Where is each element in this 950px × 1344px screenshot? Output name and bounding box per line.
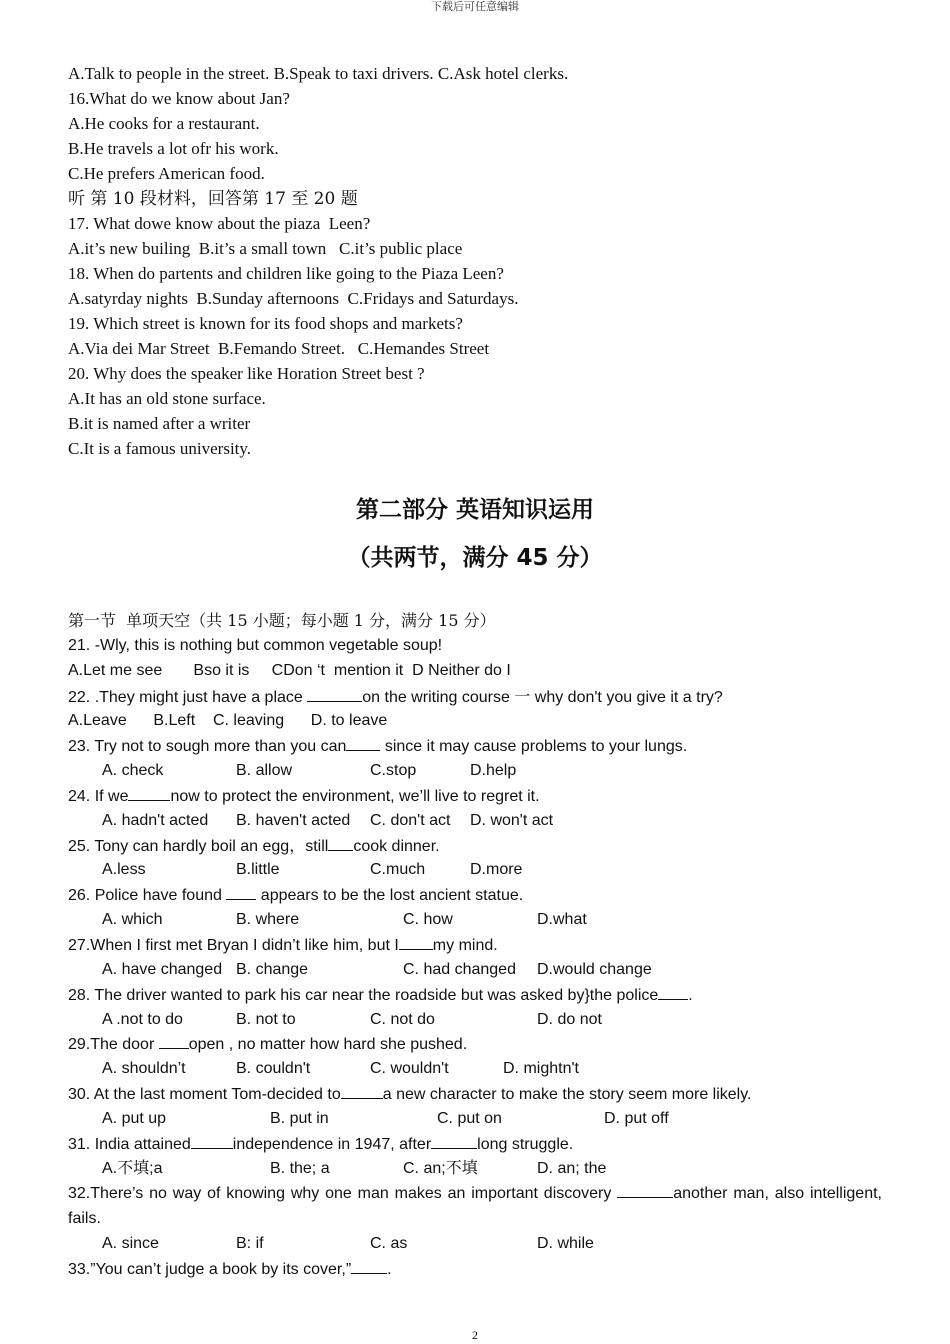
stem-part: 31. India attained [68, 1136, 191, 1153]
stem-part: cook dinner. [353, 838, 440, 855]
option-b: B. the; a [270, 1160, 330, 1177]
answer-blank [307, 686, 362, 702]
option-a: A. check [102, 762, 164, 779]
question-24-stem [68, 785, 540, 808]
option-a: A .not to do [102, 1011, 183, 1028]
stem-part: 30. At the last moment Tom-decided to [68, 1086, 341, 1103]
stem-part: on the writing course 一 why don't you give it a try? [362, 689, 723, 706]
option-c: C. an;不填 [403, 1160, 478, 1177]
option-c: C.stop [370, 762, 417, 779]
stem-part: 25. Tony can hardly boil an egg，still [68, 838, 329, 855]
question-21-options: A.Let me see Bso it is CDon ‘t mention it D Neither do I [68, 662, 511, 679]
stem-part: appears to be the lost ancient statue. [256, 887, 524, 904]
question-28-stem [68, 984, 693, 1007]
option-b: B. put in [270, 1110, 329, 1127]
answer-blank [617, 1182, 673, 1198]
option-d: D. do not [537, 1011, 602, 1028]
question-22-options: A.Leave B.Left C. leaving D. to leave [68, 712, 388, 729]
option-b: B: if [236, 1235, 264, 1252]
option-d: D.more [470, 861, 523, 878]
listening-line: 听 第 10 段材料，回答第 17 至 20 题 [68, 189, 358, 209]
stem-part: 26. Police have found [68, 887, 227, 904]
stem-part: . [688, 987, 693, 1004]
option-b: B. not to [236, 1011, 296, 1028]
stem-part: 24. If we [68, 788, 129, 805]
option-c: C.much [370, 861, 426, 878]
answer-blank [399, 934, 433, 950]
stem-part: 28. The driver wanted to park his car near the roadside but was asked by}the police [68, 987, 659, 1004]
stem-part: 27.When I first met Bryan I didn’t like him, but I [68, 937, 399, 954]
stem-part: another man, also intelligent, fails. [68, 1185, 882, 1227]
part-title: 第二部分 英语知识运用 [355, 497, 594, 523]
option-a: A. since [102, 1235, 159, 1252]
answer-blank [341, 1083, 383, 1099]
page-header: 下载后可任意编辑 [431, 0, 519, 13]
stem-part: 23. Try not to sough more than you can [68, 738, 347, 755]
answer-blank [226, 884, 256, 900]
option-c: C. had changed [403, 961, 516, 978]
part-subtitle: （共两节，满分 45 分） [347, 545, 603, 571]
answer-blank [658, 984, 688, 1000]
stem-part: my mind. [432, 937, 498, 954]
stem-part: 32.There’s no way of knowing why one man makes an important discovery [68, 1185, 618, 1202]
option-d: D. mightn't [503, 1060, 579, 1077]
stem-part: now to protect the environment, we’ll live to regret it. [170, 788, 540, 805]
question-29-stem [68, 1033, 467, 1056]
answer-blank [351, 1258, 387, 1274]
stem-part: 33.”You can’t judge a book by its cover,” [68, 1261, 352, 1278]
option-a: A. hadn't acted [102, 812, 209, 829]
question-25-stem [68, 835, 440, 858]
listening-line: C.He prefers American food. [68, 164, 265, 183]
listening-line: B.He travels a lot ofr his work. [68, 139, 279, 158]
listening-line: A.satyrday nights B.Sunday afternoons C.Fridays and Saturdays. [68, 289, 519, 308]
option-d: D. won't act [470, 812, 554, 829]
listening-line: A.It has an old stone surface. [68, 389, 266, 408]
option-b: B. allow [236, 762, 293, 779]
stem-part: open , no matter how hard she pushed. [188, 1036, 468, 1053]
question-21-stem: 21. -Wly, this is nothing but common vegetable soup! [68, 637, 443, 654]
question-32-stem [68, 1181, 882, 1231]
option-a: A. put up [102, 1110, 167, 1127]
stem-part: since it may cause problems to your lungs. [380, 738, 688, 755]
answer-blank [346, 735, 380, 751]
option-b: B.little [236, 861, 280, 878]
listening-line: A.He cooks for a restaurant. [68, 114, 260, 133]
option-b: B. haven't acted [236, 812, 351, 829]
option-a: A. which [102, 911, 163, 928]
option-d: D.would change [537, 961, 652, 978]
option-c: C. wouldn't [370, 1060, 449, 1077]
page-number: 2 [472, 1328, 478, 1342]
option-a: A.less [102, 861, 146, 878]
option-c: C. put on [437, 1110, 502, 1127]
option-d: D. an; the [537, 1160, 607, 1177]
stem-part: long struggle. [477, 1136, 574, 1153]
listening-line: 19. Which street is known for its food shops and markets? [68, 314, 463, 333]
section-title: 第一节 单项天空（共 15 小题；每小题 1 分，满分 15 分） [68, 611, 496, 630]
option-d: D. while [537, 1235, 594, 1252]
stem-part: 29.The door [68, 1036, 159, 1053]
question-23-stem [68, 735, 687, 758]
option-b: B. where [236, 911, 300, 928]
listening-line: 18. When do partents and children like going to the Piaza Leen? [68, 264, 504, 283]
stem-part: independence in 1947, after [232, 1136, 432, 1153]
listening-line: 20. Why does the speaker like Horation Street best ? [68, 364, 425, 383]
option-c: C. how [403, 911, 453, 928]
stem-part: 22. .They might just have a place [68, 689, 308, 706]
option-b: B. couldn't [236, 1060, 311, 1077]
listening-line: C.It is a famous university. [68, 439, 252, 458]
option-d: D.help [470, 762, 517, 779]
question-31-stem [68, 1133, 573, 1156]
answer-blank [159, 1033, 189, 1049]
answer-blank [431, 1133, 477, 1149]
option-a: A.不填;a [102, 1160, 163, 1177]
option-d: D. put off [604, 1110, 669, 1127]
listening-line: 16.What do we know about Jan? [68, 89, 290, 108]
option-c: C. not do [370, 1011, 435, 1028]
stem-part: . [387, 1261, 392, 1278]
stem-part: a new character to make the story seem more likely. [382, 1086, 752, 1103]
listening-line: A.it’s new builing B.it’s a small town C.it’s public place [68, 239, 463, 258]
option-a: A. shouldn’t [102, 1060, 186, 1077]
question-30-stem [68, 1083, 751, 1106]
question-26-stem [68, 884, 523, 907]
answer-blank [128, 785, 170, 801]
option-c: C. don't act [370, 812, 451, 829]
listening-line: B.it is named after a writer [68, 414, 251, 433]
option-a: A. have changed [102, 961, 223, 978]
option-c: C. as [370, 1235, 408, 1252]
listening-line: A.Via dei Mar Street B.Femando Street. C.Hemandes Street [68, 339, 490, 358]
question-27-stem [68, 934, 498, 957]
listening-line: A.Talk to people in the street. B.Speak to taxi drivers. C.Ask hotel clerks. [68, 64, 569, 83]
listening-line: 17. What dowe know about the piaza Leen? [68, 214, 371, 233]
option-b: B. change [236, 961, 309, 978]
answer-blank [191, 1133, 233, 1149]
question-33-stem [68, 1258, 392, 1281]
answer-blank [328, 835, 353, 851]
option-d: D.what [537, 911, 587, 928]
question-22-stem [68, 686, 723, 709]
